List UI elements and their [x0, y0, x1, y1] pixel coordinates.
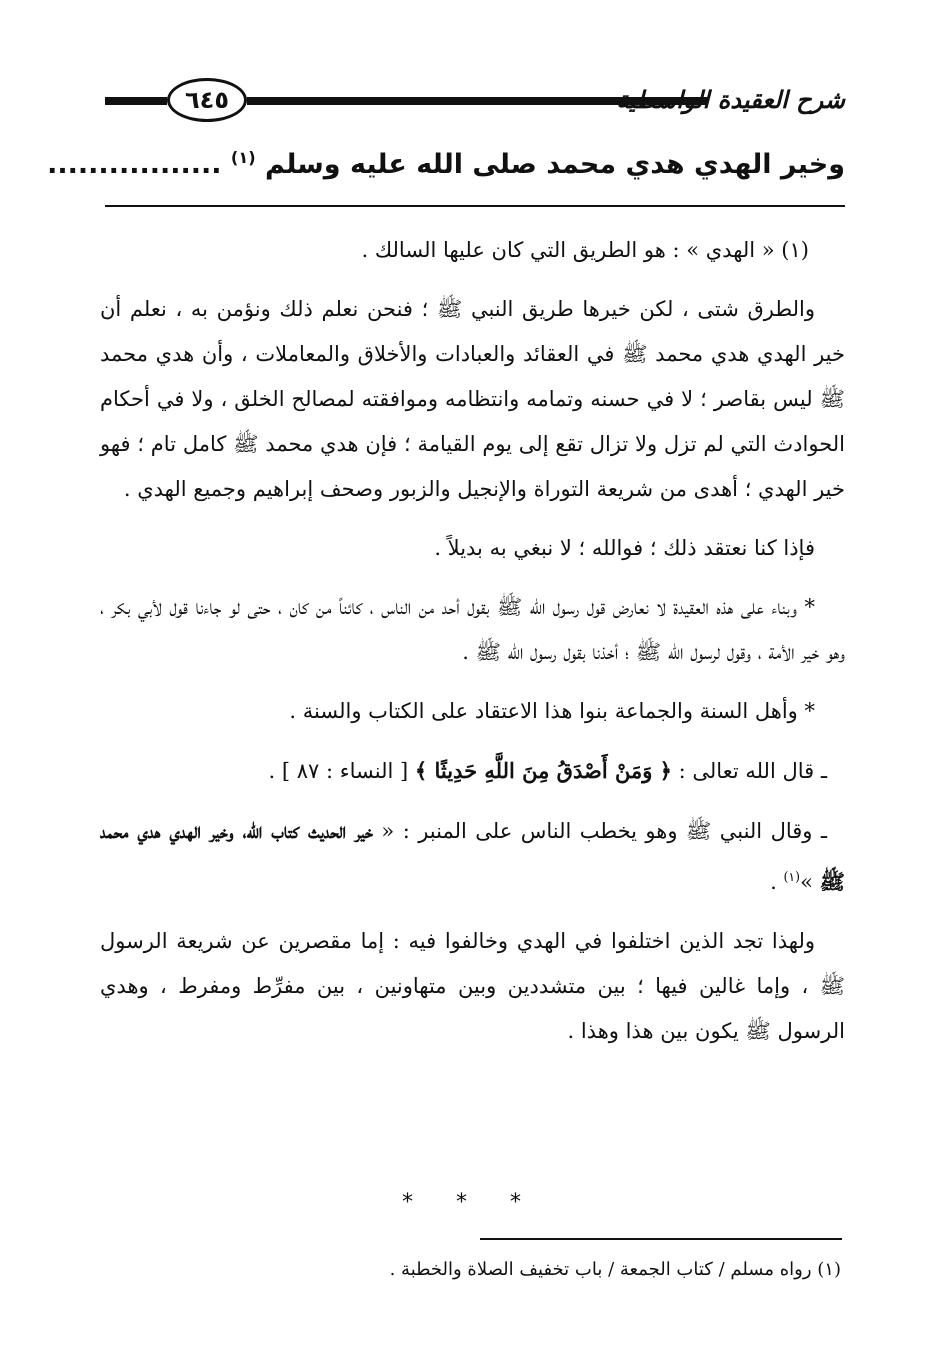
paragraph-paths: والطرق شتى ، لكن خيرها طريق النبي ﷺ ؛ فنحن نعلم ذلك ونؤمن به ، نعلم أن خير الهدي هدي محمد ﷺ في العقائد والعبادات والأخلاق والمعاملات ، وأن هدي محمد ﷺ ليس بقاصر ؛ لا في حسنه وتمامه وانتظامه وموافقته لمصالح الخلق ، ولا في أحكام الحوادث التي لم تزل ولا تزال تقع إلى يوم القيامة ؛ فإن هدي محمد ﷺ كامل تام ؛ فهو خير الهدي ؛ أهدى من شريعة التوراة والإنجيل والزبور وصحف إبراهيم وجميع الهدي .	[100, 297, 845, 501]
separator-rule	[105, 205, 845, 207]
hadith-intro: ـ وقال النبي ﷺ وهو يخطب الناس على المنبر : «	[372, 819, 827, 843]
page-header	[105, 78, 845, 128]
header-rule-left	[105, 97, 167, 105]
hadith-text: خير الحديث كتاب الله، وخير الهدي هدي محمد ﷺ	[100, 818, 845, 894]
quran-intro: ـ قال الله تعالى :	[671, 759, 827, 783]
paragraph-differences: ولهذا تجد الذين اختلفوا في الهدي وخالفوا فيه : إما مقصرين عن شريعة الرسول ﷺ ، وإما غالين فيها ؛ بين متشددين وبين متهاونين ، بين مفرِّط ومفرط ، وهدي الرسول ﷺ يكون بين هذا وهذا .	[100, 929, 845, 1043]
section-stars: * * *	[402, 1190, 539, 1215]
hadith-note-ref: (١)	[783, 869, 801, 884]
main-text-note-ref: (١)	[230, 148, 256, 167]
paragraph-belief: فإذا كنا نعتقد ذلك ؛ فوالله ؛ لا نبغي به بديلاً .	[434, 536, 815, 560]
running-title: شرح العقيدة الواسطية	[616, 86, 845, 114]
hadith-end: .	[770, 870, 784, 894]
commentary-body	[100, 228, 845, 1068]
quran-reference: [ النساء : ٨٧ ] .	[268, 759, 415, 783]
paragraph-quran-quote	[100, 748, 845, 794]
paragraph-ahl-sunnah: * وأهل السنة والجماعة بنوا هذا الاعتقاد على الكتاب والسنة .	[289, 699, 815, 723]
paragraph-no-opposition: * وبناء على هذه العقيدة لا نعارض قول رسول الله ﷺ بقول أحد من الناس ، كائناً من كان ، حتى لو جاءنا قول لأبي بكر ، وهو خير الأمة ، وقول لرسول الله ﷺ ؛ أخذنا بقول رسول الله ﷺ .	[100, 595, 845, 664]
footnote: (١) رواه مسلم / كتاب الجمعة / باب تخفيف الصلاة والخطبة .	[389, 1259, 841, 1280]
quran-verse: ﴿ وَمَنْ أَصْدَقُ مِنَ اللَّهِ حَدِيثًا ﴾	[414, 758, 672, 783]
main-text-dots: .................	[47, 149, 222, 180]
hadith-close: »	[800, 870, 820, 894]
paragraph-hadith-quote	[100, 808, 845, 905]
main-text: وخير الهدي هدي محمد صلى الله عليه وسلم	[265, 149, 845, 180]
main-text-line	[47, 148, 845, 180]
page-number: ٦٤٥	[167, 78, 247, 122]
footnote-rule	[480, 1238, 842, 1240]
paragraph-definition: (١) « الهدي » : هو الطريق التي كان عليها السالك .	[361, 238, 809, 262]
